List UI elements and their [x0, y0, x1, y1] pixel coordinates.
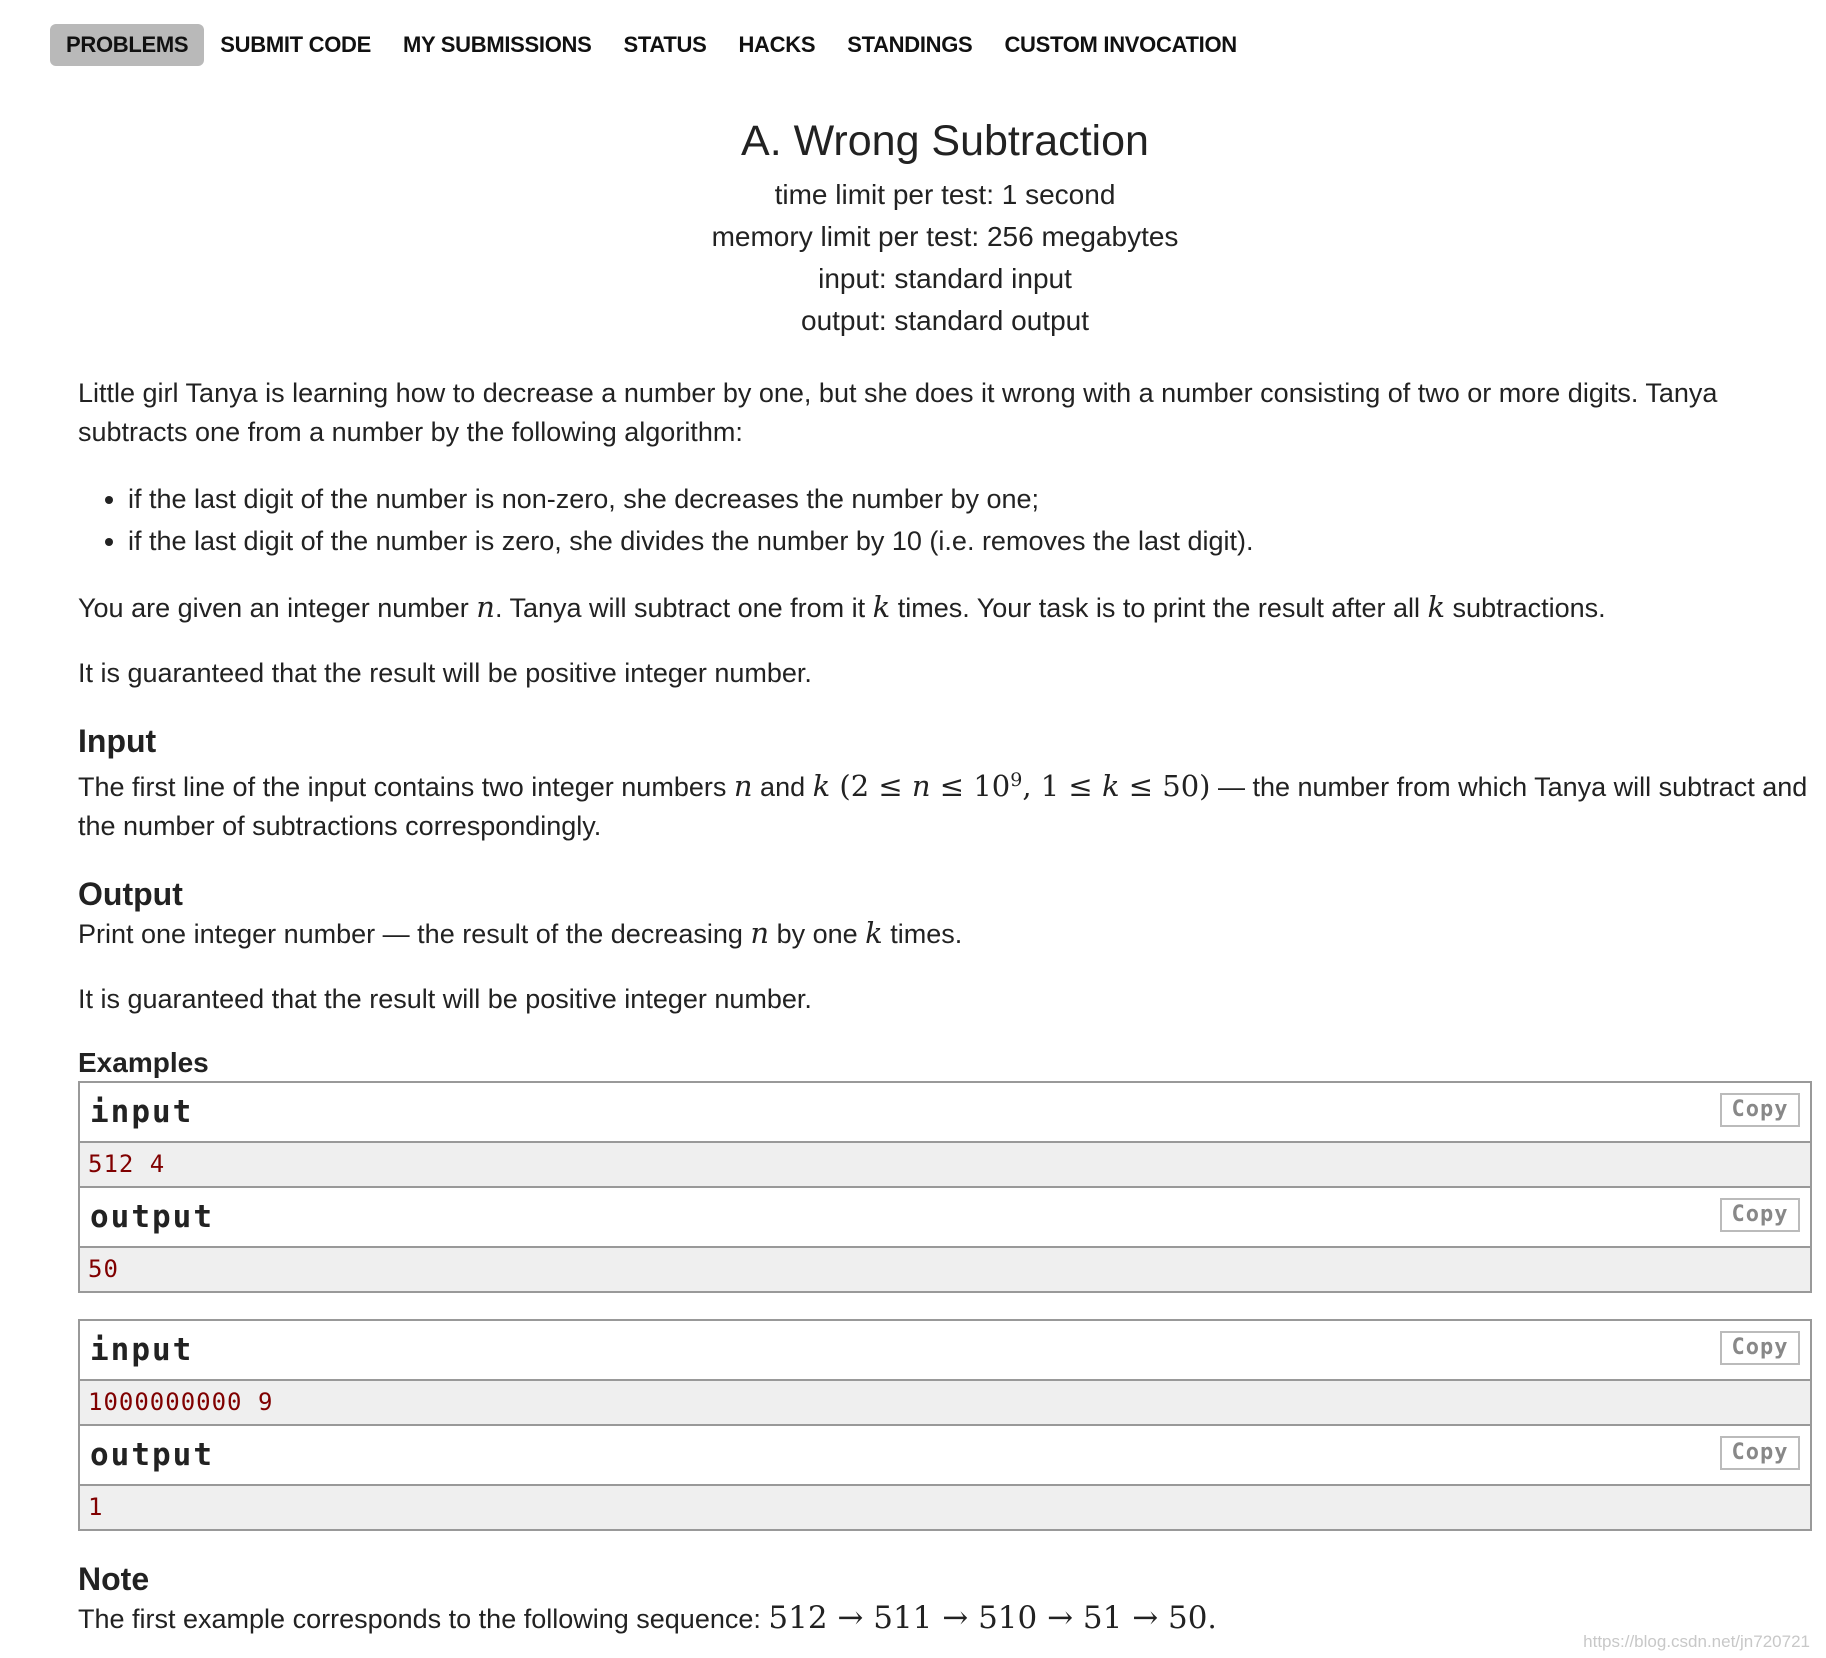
statement-task — [78, 588, 1812, 628]
copy-button[interactable]: Copy — [1720, 1093, 1800, 1127]
sample-input[interactable]: 1000000000 9 — [80, 1381, 1810, 1426]
text: by one — [769, 919, 866, 949]
input-file: input: standard input — [818, 263, 1072, 294]
text: The first example corresponds to the following sequence: — [78, 1604, 769, 1634]
text: — the number from which Tanya will subtract and the number of subtractions correspondingly. — [78, 772, 1808, 841]
math-n: n — [750, 916, 770, 950]
problem-header — [78, 108, 1812, 342]
rules-list — [78, 478, 1812, 562]
nav-problems[interactable]: PROBLEMS — [50, 24, 204, 66]
watermark: https://blog.csdn.net/jn720721 — [1583, 1632, 1810, 1651]
math-k: k — [865, 916, 883, 950]
nav-standings[interactable]: STANDINGS — [847, 32, 973, 57]
math-k: k — [1427, 590, 1446, 624]
sample-test — [78, 1319, 1812, 1531]
math-n: n — [476, 590, 495, 624]
sample-output[interactable]: 50 — [80, 1248, 1810, 1291]
output-guarantee: It is guaranteed that the result will be positive integer number. — [78, 984, 812, 1014]
math-k: k — [1101, 769, 1120, 803]
statement-intro: Little girl Tanya is learning how to decrease a number by one, but she does it wrong with a number consisting of two or more digits. Tanya subtracts one from a number by the following algorithm: — [78, 378, 1718, 447]
examples-title: Examples — [78, 1047, 209, 1078]
copy-button[interactable]: Copy — [1720, 1198, 1800, 1232]
output-file: output: standard output — [801, 305, 1089, 336]
sample-input[interactable]: 512 4 — [80, 1143, 1810, 1188]
output-section-title: Output — [78, 876, 183, 912]
output-spec-text — [78, 914, 1812, 954]
math-k: k — [872, 590, 891, 624]
time-limit: time limit per test: 1 second — [774, 179, 1116, 210]
note-text — [78, 1599, 1812, 1639]
memory-limit: memory limit per test: 256 megabytes — [711, 221, 1179, 252]
text: Print one integer number — the result of the decreasing — [78, 919, 751, 949]
text: and — [752, 772, 813, 802]
input-spec-text — [78, 761, 1812, 846]
text: times. Your task is to print the result after all — [890, 593, 1428, 623]
math-constraint: (2 ≤ — [830, 769, 912, 803]
copy-button[interactable]: Copy — [1720, 1436, 1800, 1470]
math-constraint: ≤ 10 — [930, 769, 1011, 803]
math-constraint: ≤ 50) — [1119, 769, 1211, 803]
input-label: input — [90, 1332, 194, 1368]
math-k: k — [812, 769, 831, 803]
input-label: input — [90, 1094, 194, 1130]
output-label: output — [90, 1437, 214, 1473]
math-sequence: 512 → 511 → 510 → 51 → 50 — [768, 1600, 1208, 1636]
sample-output[interactable]: 1 — [80, 1486, 1810, 1529]
text: The first line of the input contains two integer numbers — [78, 772, 734, 802]
statement-guarantee: It is guaranteed that the result will be positive integer number. — [78, 658, 812, 688]
sample-input-header — [80, 1321, 1810, 1381]
copy-button[interactable]: Copy — [1720, 1331, 1800, 1365]
nav-custom-invocation[interactable]: CUSTOM INVOCATION — [1004, 32, 1237, 57]
nav-hacks[interactable]: HACKS — [738, 32, 816, 57]
input-section-title: Input — [78, 723, 157, 759]
nav-submit-code[interactable]: SUBMIT CODE — [220, 32, 371, 57]
sample-test — [78, 1081, 1812, 1293]
top-nav — [50, 24, 1253, 66]
math-n: n — [733, 769, 753, 803]
math-n: n — [911, 769, 931, 803]
list-item: • if the last digit of the number is zero, she divides the number by 10 (i.e. removes the last digit). — [128, 520, 1812, 562]
text: . Tanya will subtract one from it — [494, 593, 873, 623]
nav-my-submissions[interactable]: MY SUBMISSIONS — [402, 32, 592, 57]
text: . — [1207, 1601, 1217, 1635]
text: You are given an integer number — [78, 593, 477, 623]
sample-output-header — [80, 1188, 1810, 1248]
math-constraint: , 1 ≤ — [1022, 769, 1102, 803]
problem-statement — [78, 374, 1812, 1639]
nav-status[interactable]: STATUS — [623, 32, 707, 57]
sample-input-header — [80, 1083, 1810, 1143]
note-title: Note — [78, 1561, 150, 1597]
text: times. — [882, 919, 963, 949]
math-exponent: 9 — [1010, 769, 1023, 791]
sample-output-header — [80, 1426, 1810, 1486]
output-label: output — [90, 1199, 214, 1235]
text: subtractions. — [1445, 593, 1606, 623]
problem-title: A. Wrong Subtraction — [741, 117, 1149, 165]
list-item: • if the last digit of the number is non-zero, she decreases the number by one; — [128, 478, 1812, 520]
